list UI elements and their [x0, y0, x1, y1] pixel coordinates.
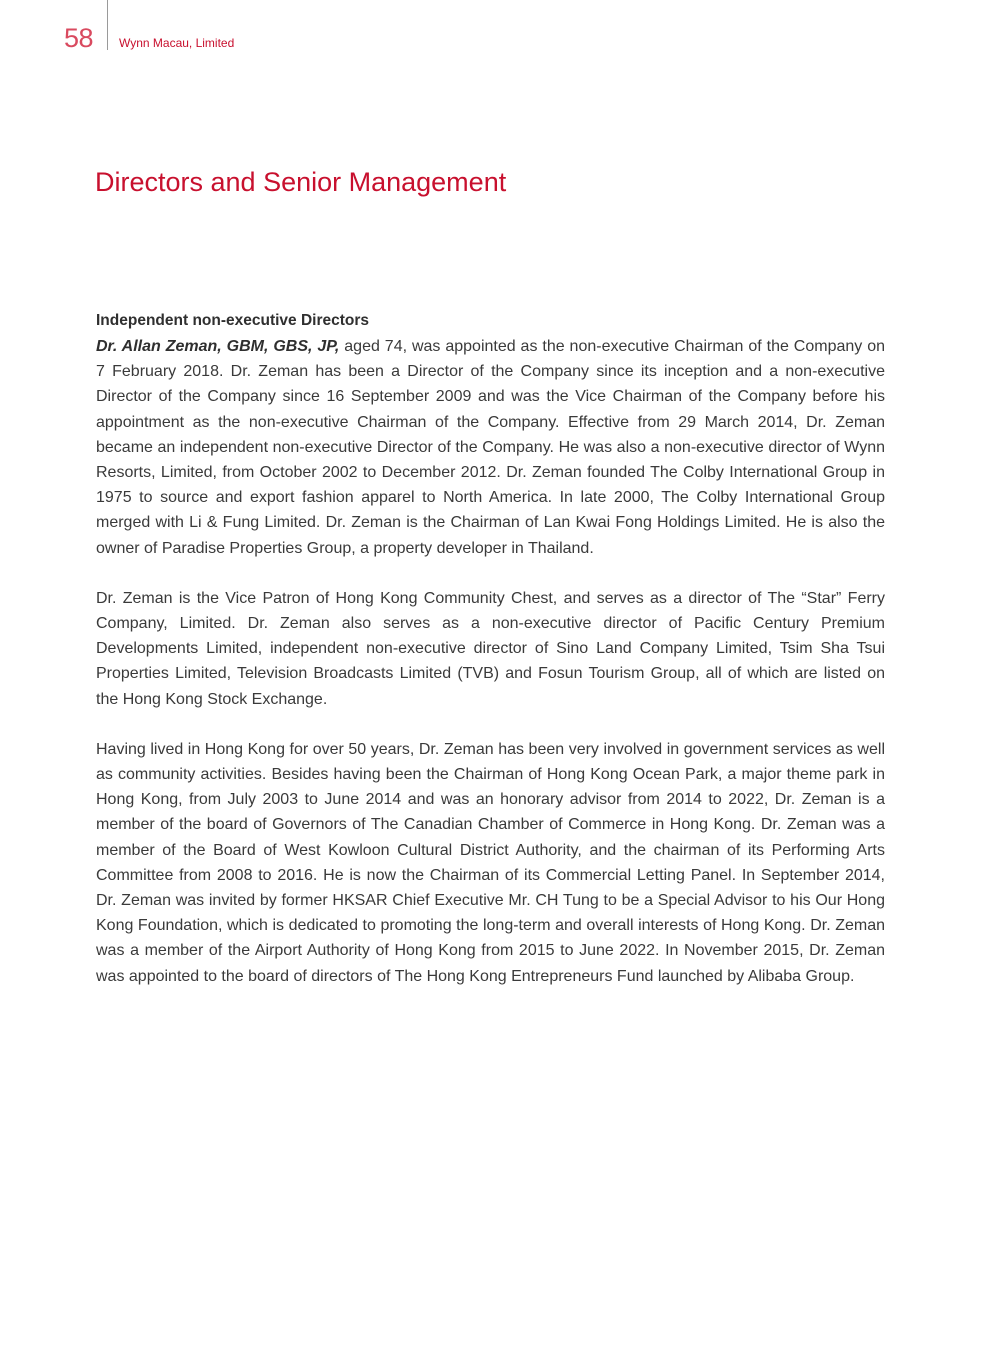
- header-divider: [107, 0, 108, 50]
- page-title: Directors and Senior Management: [95, 167, 507, 197]
- section-content: [96, 310, 885, 1014]
- director-name: Dr. Allan Zeman, GBM, GBS, JP,: [96, 338, 340, 355]
- paragraph-3: Having lived in Hong Kong for over 50 years, Dr. Zeman has been very involved in government services as well as community activities. Besides having been the Chairman of Hong Kong Ocean Park, a major theme park in Hong Kong, from July 2003 to June 2014 and was an honorary advisor from 2014 to 2022, Dr. Zeman is a member of the board of Governors of The Canadian Chamber of Commerce in Hong Kong. Dr. Zeman was a member of the Board of West Kowloon Cultural District Authority, and the chairman of its Performing Arts Committee from 2008 to 2016. He is now the Chairman of its Commercial Letting Panel. In September 2014, Dr. Zeman was invited by former HKSAR Chief Executive Mr. CH Tung to be a Special Advisor to his Our Hong Kong Foundation, which is dedicated to promoting the long-term and overall interests of Hong Kong. Dr. Zeman was a member of the Airport Authority of Hong Kong from 2015 to June 2022. In November 2015, Dr. Zeman was appointed to the board of directors of The Hong Kong Entrepreneurs Fund launched by Alibaba Group.: [96, 740, 885, 985]
- page-number: 58: [64, 23, 94, 53]
- paragraph-1: [96, 334, 885, 561]
- header-company-name: Wynn Macau, Limited: [119, 36, 235, 50]
- paragraph-1-text: aged 74, was appointed as the non-executive Chairman of the Company on 7 February 2018. Dr. Zeman has been a Director of the Company since its inception and a non-executive Director of the Company since 16 September 2009 and was the Vice Chairman of the Company before his appointment as the non-executive Chairman of the Company. Effective from 29 March 2014, Dr. Zeman became an independent non-executive Director of the Company. He was also a non-executive director of Wynn Resorts, Limited, from October 2002 to December 2012. Dr. Zeman founded The Colby International Group in 1975 to source and export fashion apparel to North America. In late 2000, The Colby International Group merged with Li & Fung Limited. Dr. Zeman is the Chairman of Lan Kwai Fong Holdings Limited. He is also the owner of Paradise Properties Group, a property developer in Thailand.: [96, 338, 886, 557]
- paragraph-2: Dr. Zeman is the Vice Patron of Hong Kong Community Chest, and serves as a director of The “Star” Ferry Company, Limited. Dr. Zeman also serves as a non-executive director of Pacific Century Premium Developments Limited, independent non-executive director of Sino Land Company Limited, Tsim Sha Tsui Properties Limited, Television Broadcasts Limited (TVB) and Fosun Tourism Group, all of which are listed on the Hong Kong Stock Exchange.: [96, 589, 885, 708]
- section-subheading: Independent non-executive Directors: [96, 312, 370, 329]
